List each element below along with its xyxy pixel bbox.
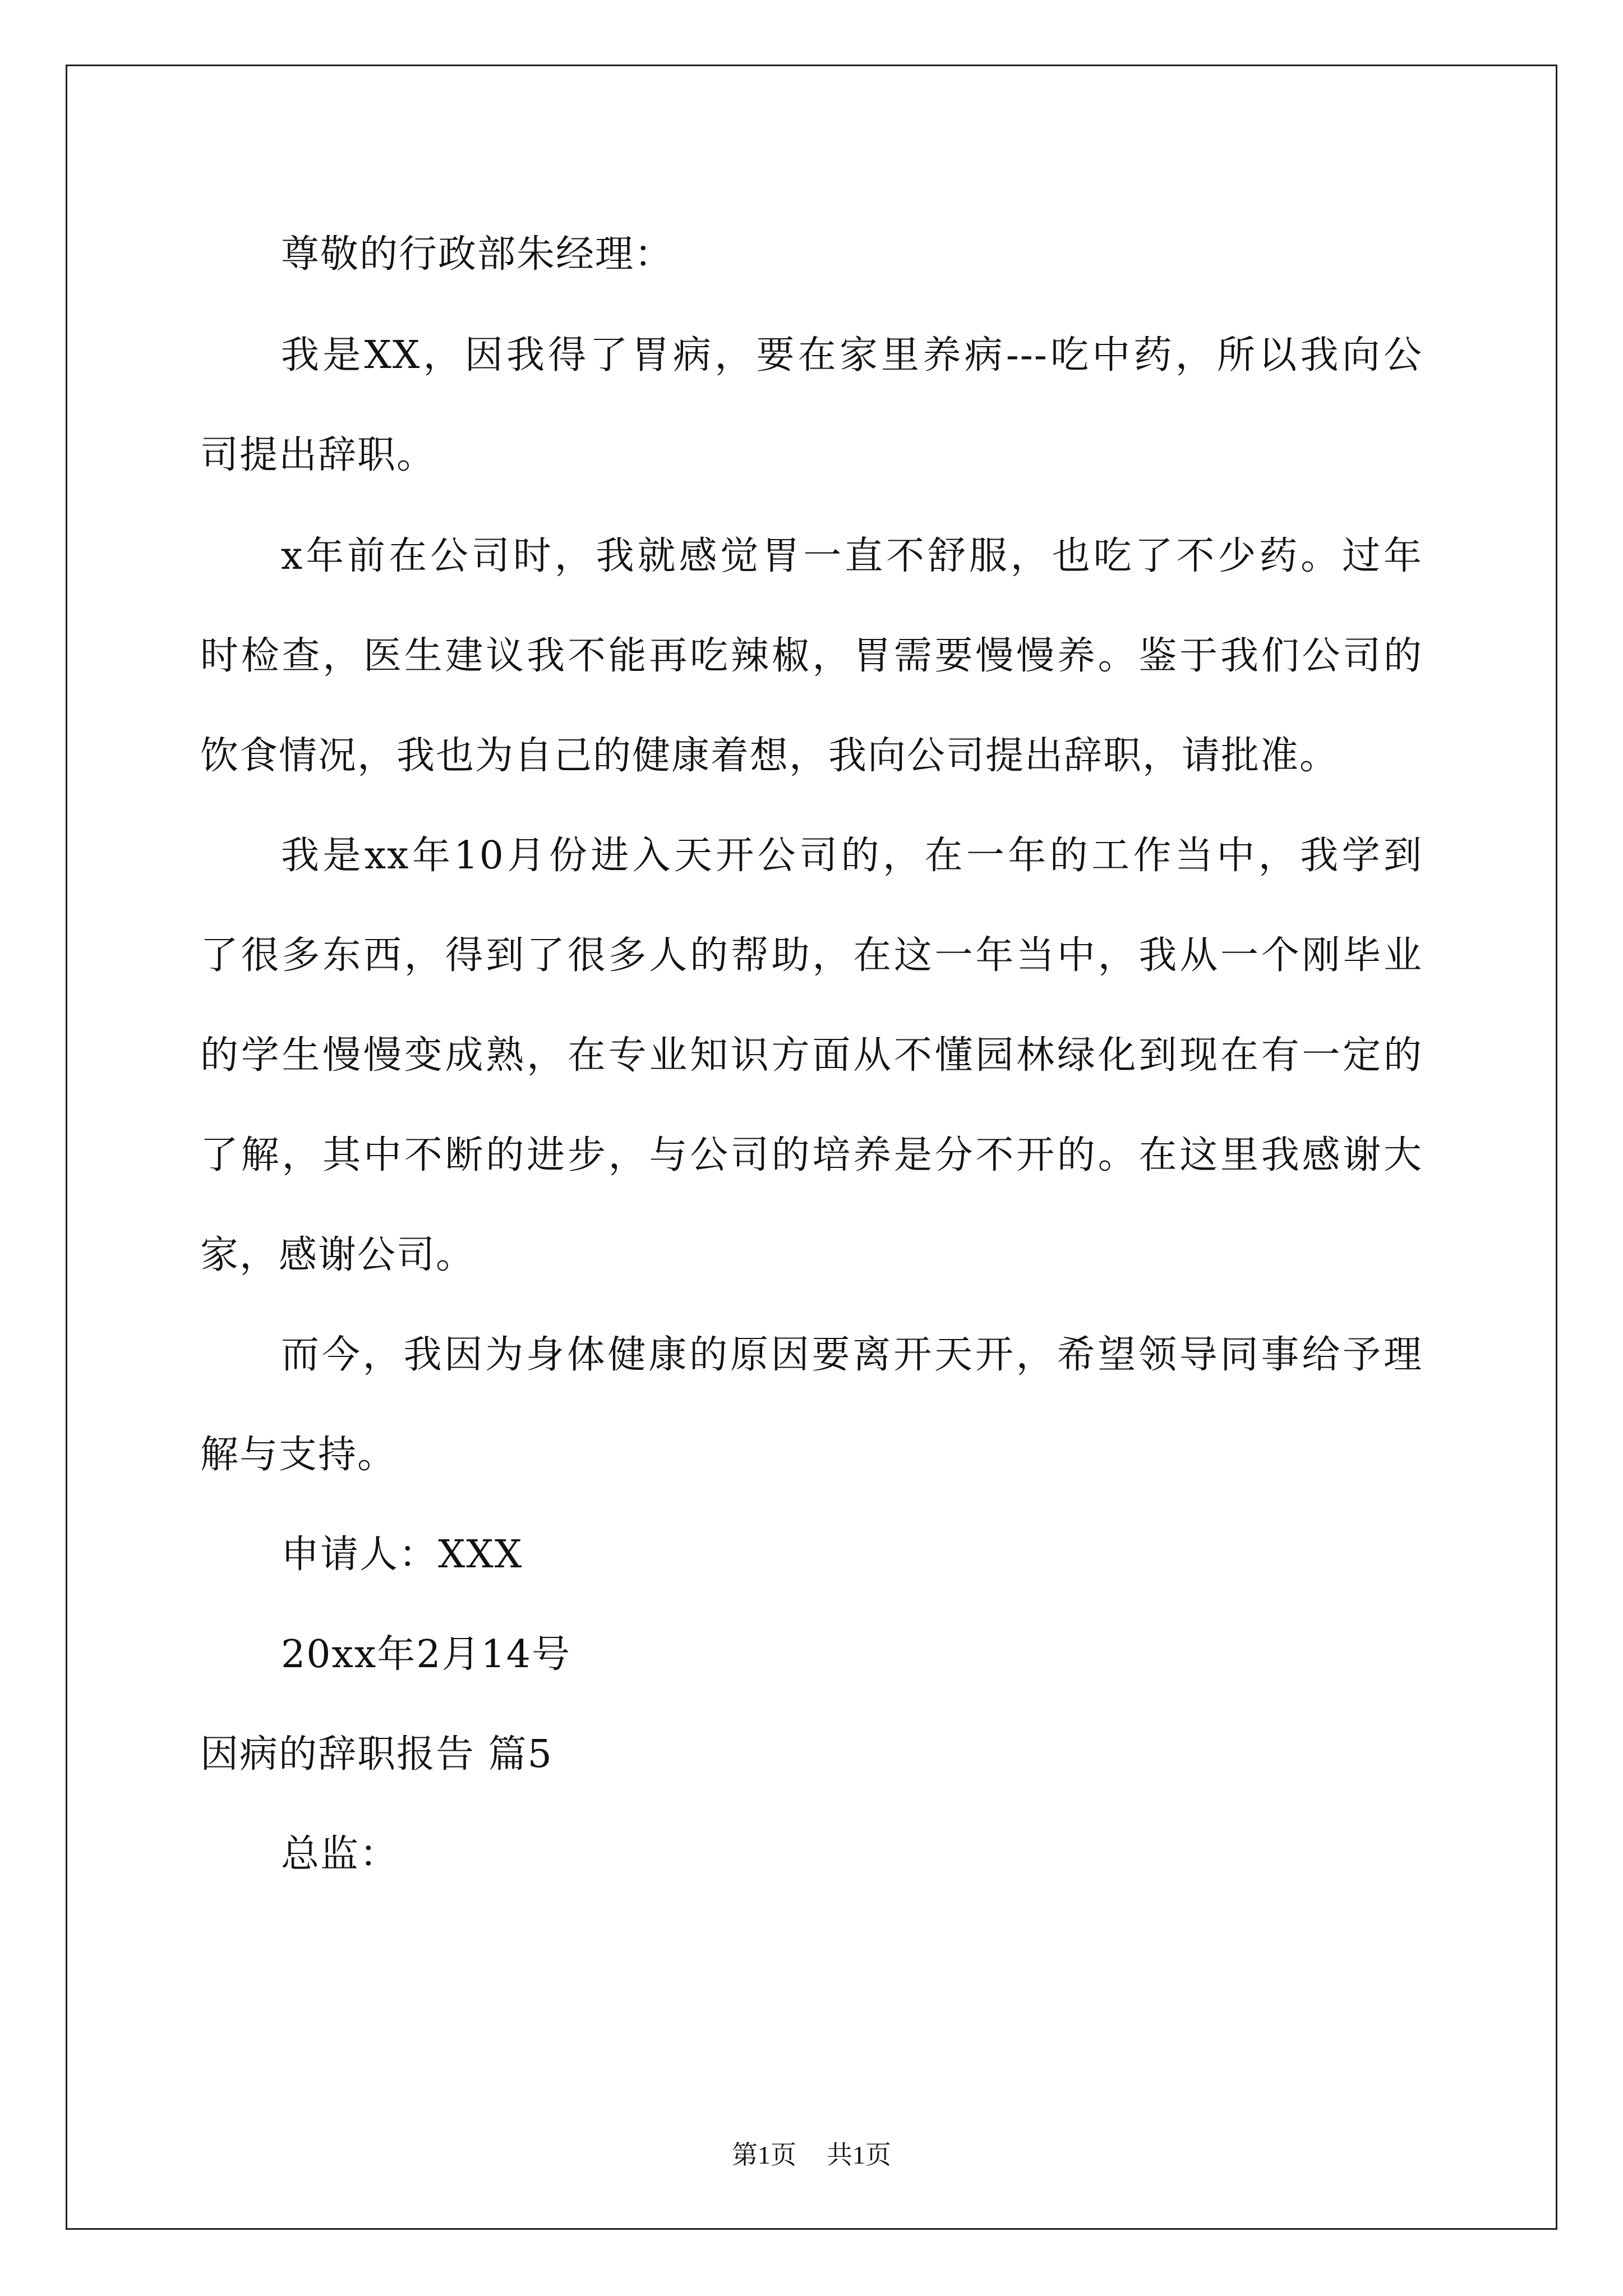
paragraph-2-line-2: 时检查，医生建议我不能再吃辣椒，胃需要慢慢养。鉴于我们公司的: [200, 634, 1423, 678]
salutation: 尊敬的行政部朱经理：: [281, 232, 674, 277]
paragraph-3-line-2: 了很多东西，得到了很多人的帮助，在这一年当中，我从一个刚毕业: [200, 933, 1423, 978]
date: 20xx年2月14号: [281, 1632, 571, 1677]
paragraph-4-line-1: 而今，我因为身体健康的原因要离开天开，希望领导同事给予理: [281, 1333, 1423, 1377]
page-footer: [0, 2134, 1623, 2171]
page-total: 共1页: [827, 2141, 891, 2169]
paragraph-2-line-1: x年前在公司时，我就感觉胃一直不舒服，也吃了不少药。过年: [281, 534, 1423, 578]
paragraph-3-line-3: 的学生慢慢变成熟，在专业知识方面从不懂园林绿化到现在有一定的: [200, 1033, 1423, 1078]
paragraph-2-line-3: 饮食情况，我也为自己的健康着想，我向公司提出辞职，请批准。: [200, 734, 1339, 778]
paragraph-1-line-2: 司提出辞职。: [200, 433, 436, 477]
page-number: 第1页: [732, 2141, 796, 2169]
applicant: 申请人：XXX: [281, 1533, 523, 1577]
paragraph-3-line-5: 家，感谢公司。: [200, 1233, 476, 1277]
paragraph-3-line-4: 了解，其中不断的进步，与公司的培养是分不开的。在这里我感谢大: [200, 1133, 1423, 1177]
section-heading: 因病的辞职报告 篇5: [200, 1732, 553, 1777]
paragraph-1-line-1: 我是XX，因我得了胃病，要在家里养病---吃中药，所以我向公: [281, 333, 1423, 378]
paragraph-3-line-1: 我是xx年10月份进入天开公司的，在一年的工作当中，我学到: [281, 834, 1423, 878]
paragraph-4-line-2: 解与支持。: [200, 1433, 397, 1477]
recipient: 总监：: [281, 1832, 399, 1876]
